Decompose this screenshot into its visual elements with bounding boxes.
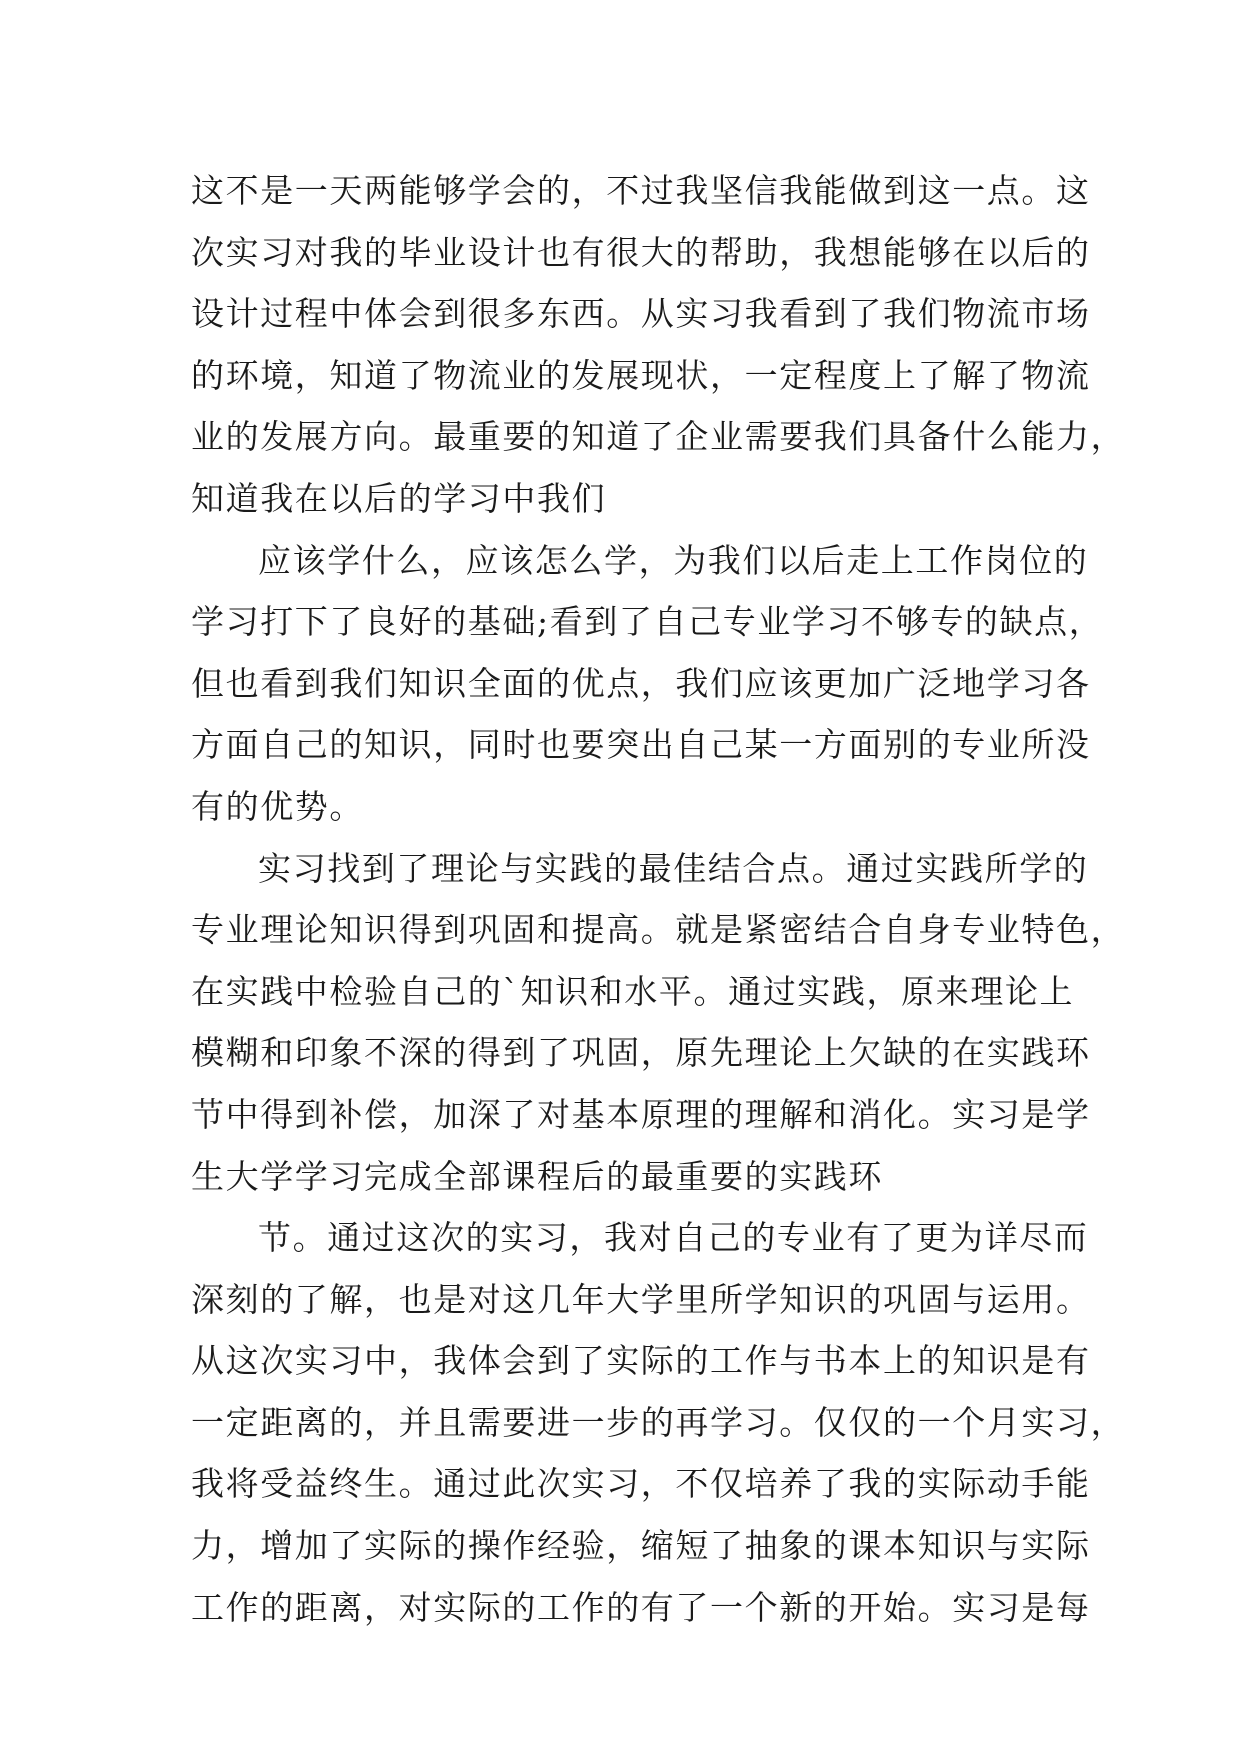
paragraph-2: [191, 530, 1104, 838]
text-line: 我将受益终生。通过此次实习，不仅培养了我的实际动手能: [191, 1464, 1091, 1504]
document-body: [191, 160, 1126, 1638]
text-line: 节中得到补偿，加深了对基本原理的理解和消化。实习是学: [191, 1094, 1091, 1134]
text-line: 力，增加了实际的操作经验，缩短了抽象的课本知识与实际: [191, 1526, 1091, 1566]
text-line: 这不是一天两能够学会的，不过我坚信我能做到这一点。这: [191, 171, 1091, 210]
paragraph-1: [191, 160, 1126, 530]
text-line: 生大学学习完成全部课程后的最重要的实践环: [191, 1156, 883, 1196]
text-line: 工作的距离，对实际的工作的有了一个新的开始。实习是每: [191, 1587, 1091, 1627]
paragraph-3: [191, 838, 1126, 1208]
text-line: 深刻的了解，也是对这几年大学里所学知识的巩固与运用。: [191, 1279, 1091, 1319]
text-line: 次实习对我的毕业设计也有很大的帮助，我想能够在以后的: [191, 232, 1091, 272]
paragraph-4: [191, 1207, 1126, 1638]
text-line: 方面自己的知识，同时也要突出自己某一方面别的专业所没: [191, 725, 1091, 765]
text-line: 知道我在以后的学习中我们: [191, 478, 607, 518]
text-line: 专业理论知识得到巩固和提高。就是紧密结合自身专业特色，: [191, 910, 1126, 950]
text-line: 业的发展方向。最重要的知道了企业需要我们具备什么能力，: [191, 417, 1126, 457]
text-line: 有的优势。: [191, 786, 364, 826]
text-line: 从这次实习中，我体会到了实际的工作与书本上的知识是有: [191, 1341, 1091, 1381]
text-line: 应该学什么，应该怎么学，为我们以后走上工作岗位的: [258, 540, 1089, 580]
text-line: 模糊和印象不深的得到了巩固，原先理论上欠缺的在实践环: [191, 1033, 1091, 1073]
text-line: 在实践中检验自己的`知识和水平。通过实践，原来理论上: [191, 971, 1075, 1011]
text-line: 实习找到了理论与实践的最佳结合点。通过实践所学的: [258, 848, 1089, 888]
text-line: 设计过程中体会到很多东西。从实习我看到了我们物流市场: [191, 294, 1091, 334]
text-line: 学习打下了良好的基础;看到了自己专业学习不够专的缺点，: [191, 602, 1104, 642]
text-line: 但也看到我们知识全面的优点，我们应该更加广泛地学习各: [191, 663, 1091, 703]
text-line: 的环境，知道了物流业的发展现状，一定程度上了解了物流: [191, 355, 1091, 395]
text-line: 节。通过这次的实习，我对自己的专业有了更为详尽而: [258, 1218, 1089, 1258]
text-line: 一定距离的，并且需要进一步的再学习。仅仅的一个月实习，: [191, 1402, 1126, 1442]
